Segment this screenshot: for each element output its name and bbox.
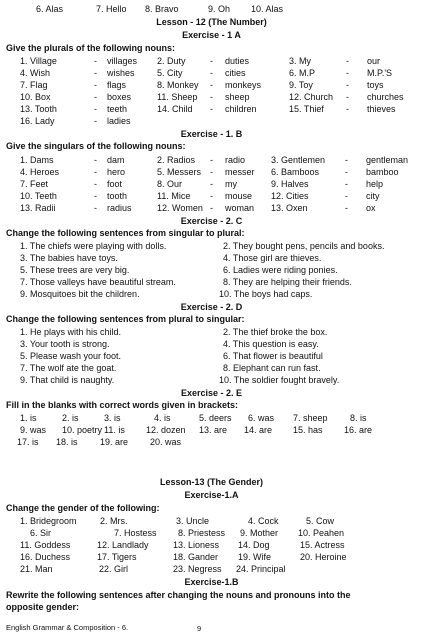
- answer-item: 19. are: [100, 437, 129, 447]
- dash: -: [210, 191, 213, 201]
- answer-item: 17. is: [17, 437, 39, 447]
- dash: -: [94, 167, 97, 177]
- word-cell: 5. City: [157, 68, 183, 78]
- answer-cell: villages: [107, 56, 138, 66]
- dash: -: [94, 116, 97, 126]
- sentence: 5. These trees are very big.: [20, 265, 130, 275]
- word-cell: 12. Women: [157, 203, 203, 213]
- word-cell: 1. Dams: [20, 155, 54, 165]
- exercise-instruction: Fill in the blanks with correct words given in brackets:: [6, 400, 239, 410]
- sentence: 1. The chiefs were playing with dolls.: [20, 241, 167, 251]
- dash: -: [210, 167, 213, 177]
- dash: -: [94, 179, 97, 189]
- word-cell: 12. Cities: [271, 191, 309, 201]
- word-cell: 4. Cock: [248, 516, 279, 526]
- answer-item: 16. are: [344, 425, 373, 435]
- exercise-heading: Exercise - 2. C: [180, 216, 243, 226]
- dash: -: [210, 104, 213, 114]
- answer-item: 6. was: [248, 413, 275, 423]
- answer-cell: radio: [225, 155, 246, 165]
- word-cell: 5. Cow: [306, 516, 335, 526]
- word-cell: 5. Messers: [157, 167, 202, 177]
- answer-cell: monkeys: [225, 80, 262, 90]
- answer-cell: foot: [107, 179, 123, 189]
- word-cell: 22. Girl: [99, 564, 129, 574]
- word-cell: 20. Heroine: [300, 552, 347, 562]
- answer-item: 7. Hello: [96, 4, 127, 14]
- word-cell: 6. Bamboos: [271, 167, 320, 177]
- answer-cell: ox: [366, 203, 376, 213]
- sentence: 5. Please wash your foot.: [20, 351, 122, 361]
- dash: -: [346, 92, 349, 102]
- word-cell: 8. Monkey: [157, 80, 199, 90]
- exercise-heading: Exercise-1.A: [184, 490, 239, 500]
- word-cell: 21. Man: [20, 564, 53, 574]
- answer-item: 1. is: [20, 413, 37, 423]
- answer-item: 8. Bravo: [145, 4, 179, 14]
- answer-item: 8. is: [350, 413, 367, 423]
- word-cell: 12. Landlady: [97, 540, 149, 550]
- word-cell: 7. Flag: [20, 80, 48, 90]
- word-cell: 13. Tooth: [20, 104, 57, 114]
- lesson-13-title: Lesson-13 (The Gender): [159, 477, 264, 487]
- word-cell: 10. Box: [20, 92, 51, 102]
- answer-cell: wishes: [107, 68, 135, 78]
- exercise-instruction: Rewrite the following sentences after changing the nouns and pronouns into the: [6, 590, 351, 600]
- exercise-instruction: Change the gender of the following:: [6, 503, 160, 513]
- exercise-heading: Exercise - 2. D: [180, 302, 243, 312]
- exercise-instruction: Change the following sentences from singular to plural:: [6, 228, 245, 238]
- answer-cell: bamboo: [366, 167, 399, 177]
- answer-cell: teeth: [107, 104, 128, 114]
- exercise-heading: Exercise - 1. B: [180, 129, 243, 139]
- sentence: 8. They are helping their friends.: [223, 277, 352, 287]
- answer-item: 5. deers: [199, 413, 232, 423]
- word-cell: 7. Hostess: [114, 528, 157, 538]
- word-cell: 13. Radii: [20, 203, 56, 213]
- answer-cell: woman: [225, 203, 255, 213]
- dash: -: [210, 68, 213, 78]
- answer-cell: mouse: [225, 191, 253, 201]
- dash: -: [345, 167, 348, 177]
- dash: -: [345, 179, 348, 189]
- word-cell: 9. Toy: [289, 80, 313, 90]
- word-cell: 6. M.P: [289, 68, 316, 78]
- footer-book-title: English Grammar & Composition - 6.: [6, 623, 129, 632]
- answer-item: 3. is: [104, 413, 121, 423]
- answer-item: 11. is: [104, 425, 125, 435]
- answer-cell: toys: [367, 80, 384, 90]
- answer-item: 9. was: [20, 425, 47, 435]
- answer-item: 10. poetry: [62, 425, 103, 435]
- answer-item: 14. are: [244, 425, 273, 435]
- word-cell: 16. Lady: [20, 116, 55, 126]
- answer-cell: our: [367, 56, 381, 66]
- answer-cell: churches: [367, 92, 404, 102]
- sentence: 6. That flower is beautiful: [223, 351, 323, 361]
- word-cell: 3. Gentlemen: [271, 155, 326, 165]
- sentence: 3. Your tooth is strong.: [20, 339, 110, 349]
- lesson-12-title: Lesson - 12 (The Number): [156, 17, 267, 27]
- sentence: 1. He plays with his child.: [20, 327, 122, 337]
- word-cell: 15. Thief: [289, 104, 324, 114]
- dash: -: [210, 92, 213, 102]
- sentence: 3. The babies have toys.: [20, 253, 118, 263]
- sentence: 8. Elephant can run fast.: [223, 363, 321, 373]
- word-cell: 11. Sheep: [157, 92, 198, 102]
- answer-item: 2. is: [62, 413, 79, 423]
- word-cell: 3. Uncle: [176, 516, 210, 526]
- answer-cell: my: [225, 179, 237, 189]
- dash: -: [94, 68, 97, 78]
- dash: -: [94, 80, 97, 90]
- dash: -: [346, 68, 349, 78]
- answer-cell: boxes: [107, 92, 132, 102]
- exercise-heading: Exercise-1.B: [184, 577, 239, 587]
- answer-item: 12. dozen: [146, 425, 186, 435]
- sentence: 2. They bought pens, pencils and books.: [223, 241, 385, 251]
- sentence: 9. Mosquitoes bit the children.: [20, 289, 140, 299]
- word-cell: 11. Mice: [157, 191, 191, 201]
- dash: -: [210, 179, 213, 189]
- word-cell: 19. Wife: [238, 552, 272, 562]
- answer-cell: radius: [107, 203, 132, 213]
- answer-cell: ladies: [107, 116, 131, 126]
- exercise-instruction: Change the following sentences from plural to singular:: [6, 314, 245, 324]
- word-cell: 16. Duchess: [20, 552, 71, 562]
- dash: -: [346, 80, 349, 90]
- word-cell: 13. Lioness: [173, 540, 220, 550]
- word-cell: 4. Wish: [20, 68, 51, 78]
- sentence: 4. Those girl are thieves.: [223, 253, 322, 263]
- word-cell: 13. Oxen: [271, 203, 308, 213]
- exercise-instruction: Give the plurals of the following nouns:: [6, 43, 176, 53]
- dash: -: [94, 92, 97, 102]
- page-number: 9: [197, 624, 202, 633]
- word-cell: 14. Dog: [238, 540, 270, 550]
- dash: -: [94, 203, 97, 213]
- answer-cell: M.P.'S: [367, 68, 393, 78]
- word-cell: 9. Halves: [271, 179, 309, 189]
- sentence: 9. That child is naughty.: [20, 375, 115, 385]
- dash: -: [94, 191, 97, 201]
- answer-cell: hero: [107, 167, 126, 177]
- dash: -: [346, 104, 349, 114]
- answer-cell: cities: [225, 68, 246, 78]
- exercise-heading: Exercise - 1 A: [182, 30, 241, 40]
- word-cell: 11. Goddess: [20, 540, 71, 550]
- answer-item: 20. was: [150, 437, 182, 447]
- answer-cell: sheep: [225, 92, 250, 102]
- word-cell: 8. Priestess: [178, 528, 226, 538]
- answer-cell: flags: [107, 80, 127, 90]
- dash: -: [94, 155, 97, 165]
- word-cell: 17. Tigers: [97, 552, 137, 562]
- dash: -: [345, 191, 348, 201]
- word-cell: 9. Mother: [240, 528, 279, 538]
- answer-cell: children: [225, 104, 257, 114]
- sentence: 7. Those valleys have beautiful stream.: [20, 277, 176, 287]
- answer-item: 9. Oh: [208, 4, 231, 14]
- answer-item: 10. Alas: [251, 4, 284, 14]
- sentence: 10. The boys had caps.: [219, 289, 313, 299]
- word-cell: 7. Feet: [20, 179, 49, 189]
- answer-item: 15. has: [293, 425, 323, 435]
- answer-cell: city: [366, 191, 380, 201]
- word-cell: 24. Principal: [236, 564, 286, 574]
- sentence: 7. The wolf ate the goat.: [20, 363, 117, 373]
- dash: -: [210, 155, 213, 165]
- word-cell: 3. My: [289, 56, 312, 66]
- sentence: 2. The thief broke the box.: [223, 327, 328, 337]
- answer-item: 7. sheep: [293, 413, 328, 423]
- sentence: 10. The soldier fought bravely.: [219, 375, 340, 385]
- word-cell: 23. Negress: [173, 564, 222, 574]
- exercise-instruction: Give the singulars of the following nouns:: [6, 141, 186, 151]
- dash: -: [210, 80, 213, 90]
- word-cell: 2. Mrs.: [100, 516, 128, 526]
- dash: -: [210, 203, 213, 213]
- answer-cell: messer: [225, 167, 255, 177]
- exercise-instruction: opposite gender:: [6, 602, 80, 612]
- sentence: 6. Ladies were riding ponies.: [223, 265, 338, 275]
- dash: -: [94, 56, 97, 66]
- word-cell: 10. Peahen: [298, 528, 345, 538]
- answer-cell: duties: [225, 56, 250, 66]
- answer-cell: dam: [107, 155, 125, 165]
- answer-item: 18. is: [56, 437, 78, 447]
- word-cell: 15. Actress: [300, 540, 345, 550]
- word-cell: 4. Heroes: [20, 167, 60, 177]
- answer-item: 13. are: [199, 425, 228, 435]
- dash: -: [346, 56, 349, 66]
- word-cell: 2. Duty: [157, 56, 186, 66]
- dash: -: [94, 104, 97, 114]
- answer-item: 4. is: [154, 413, 171, 423]
- dash: -: [345, 155, 348, 165]
- answer-cell: gentleman: [366, 155, 409, 165]
- exercise-heading: Exercise - 2. E: [180, 388, 243, 398]
- answer-cell: help: [366, 179, 384, 189]
- word-cell: 8. Our: [157, 179, 183, 189]
- answer-item: 6. Alas: [36, 4, 64, 14]
- answer-cell: tooth: [107, 191, 128, 201]
- word-cell: 2. Radios: [157, 155, 196, 165]
- dash: -: [345, 203, 348, 213]
- sentence: 4. This question is easy.: [223, 339, 319, 349]
- dash: -: [210, 56, 213, 66]
- word-cell: 18. Gander: [173, 552, 219, 562]
- word-cell: 14. Child: [157, 104, 193, 114]
- word-cell: 12. Church: [289, 92, 334, 102]
- answer-cell: thieves: [367, 104, 396, 114]
- word-cell: 10. Teeth: [20, 191, 57, 201]
- word-cell: 1. Village: [20, 56, 57, 66]
- word-cell: 6. Sir: [30, 528, 52, 538]
- word-cell: 1. Bridegroom: [20, 516, 77, 526]
